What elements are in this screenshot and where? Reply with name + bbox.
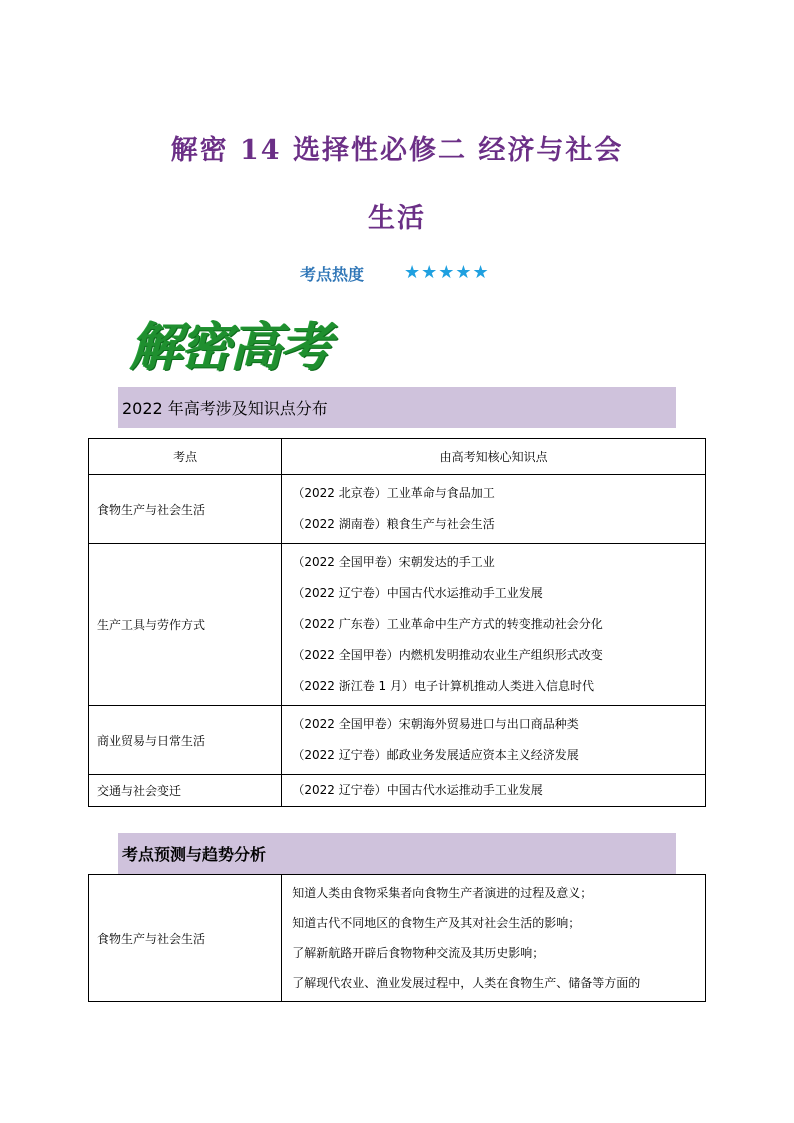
section-heading-forecast — [118, 833, 676, 874]
table-row — [89, 475, 706, 544]
document-title-line-2: 生活 — [368, 203, 426, 234]
section-heading-distribution — [118, 387, 676, 428]
point-item: （2022 湖南卷）粮食生产与社会生活 — [292, 517, 495, 531]
heat-stars: ★★★★★ — [404, 262, 490, 283]
knowledge-distribution-table — [88, 438, 706, 807]
points-cell — [282, 775, 706, 807]
point-item: （2022 辽宁卷）邮政业务发展适应资本主义经济发展 — [292, 748, 579, 762]
point-item: 知道人类由食物采集者向食物生产者演进的过程及意义； — [292, 886, 593, 900]
topic-cell: 商业贸易与日常生活 — [89, 706, 282, 775]
document-title-line-1: 解密 14 选择性必修二 经济与社会 — [170, 135, 624, 166]
point-item: 了解新航路开辟后食物物种交流及其历史影响； — [292, 946, 545, 960]
points-cell — [282, 475, 706, 544]
section-heading-text: 2022 年高考涉及知识点分布 — [122, 399, 328, 418]
point-item: 知道古代不同地区的食物生产及其对社会生活的影响； — [292, 916, 581, 930]
point-item: （2022 浙江卷 1 月）电子计算机推动人类进入信息时代 — [292, 679, 594, 693]
point-item: （2022 北京卷）工业革命与食品加工 — [292, 486, 495, 500]
point-item: （2022 全国甲卷）内燃机发明推动农业生产组织形式改变 — [292, 648, 603, 662]
point-item: （2022 全国甲卷）宋朝发达的手工业 — [292, 555, 495, 569]
table-row — [89, 706, 706, 775]
table-row — [89, 775, 706, 807]
point-item: （2022 辽宁卷）中国古代水运推动手工业发展 — [292, 783, 543, 797]
points-cell — [282, 544, 706, 706]
topic-cell: 交通与社会变迁 — [89, 775, 282, 807]
table-row — [89, 875, 706, 1002]
points-cell — [282, 875, 706, 1002]
point-item: （2022 广东卷）工业革命中生产方式的转变推动社会分化 — [292, 617, 603, 631]
brand-logo: 解密高考 — [130, 317, 331, 378]
point-item: （2022 辽宁卷）中国古代水运推动手工业发展 — [292, 586, 543, 600]
topic-cell: 食物生产与社会生活 — [89, 475, 282, 544]
points-cell — [282, 706, 706, 775]
point-item: 了解现代农业、渔业发展过程中，人类在食物生产、储备等方面的 — [292, 976, 641, 990]
header-cell-points: 由高考知核心知识点 — [282, 439, 706, 475]
point-item: （2022 全国甲卷）宋朝海外贸易进口与出口商品种类 — [292, 717, 579, 731]
section-heading-text: 考点预测与趋势分析 — [122, 845, 267, 864]
heat-label: 考点热度 — [300, 265, 365, 284]
topic-cell: 生产工具与劳作方式 — [89, 544, 282, 706]
header-cell-topic: 考点 — [89, 439, 282, 475]
table-row — [89, 544, 706, 706]
topic-cell: 食物生产与社会生活 — [89, 875, 282, 1002]
table-header-row — [89, 439, 706, 475]
forecast-table — [88, 874, 706, 1002]
